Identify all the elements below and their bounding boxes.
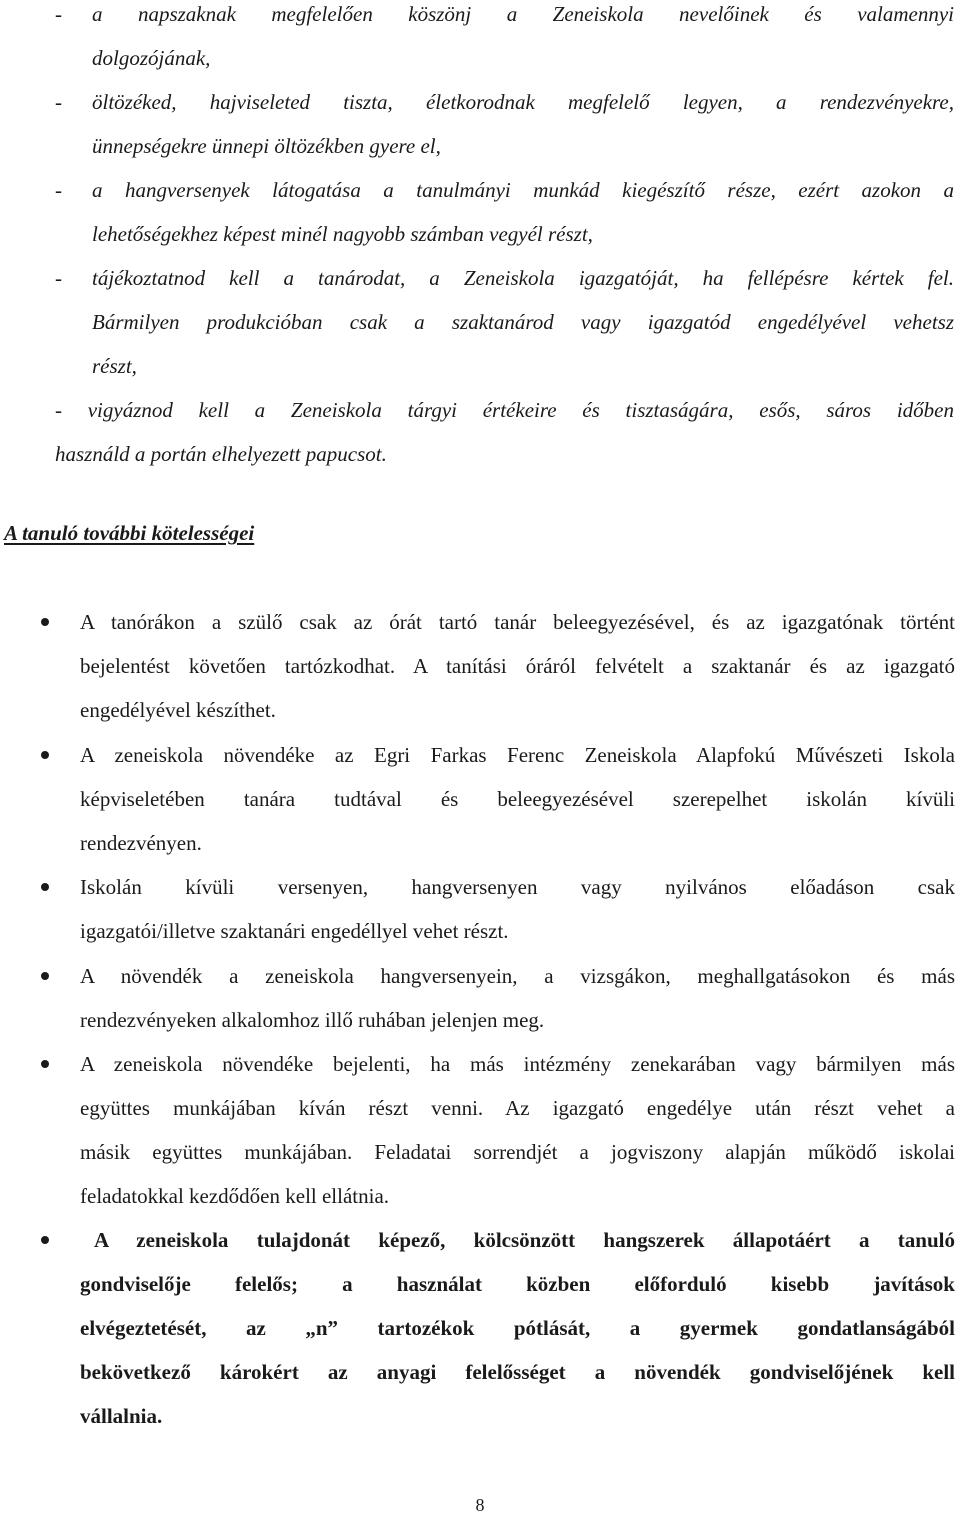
- dash-item-4-line-1: tájékoztatnod kell a tanárodat, a Zeneiskola igazgatóját, ha fellépésre kértek fel.: [92, 266, 954, 290]
- dash-item-5-line-2: használd a portán elhelyezett papucsot.: [55, 442, 387, 466]
- dash-item-4-line-2: Bármilyen produkcióban csak a szaktanárod vagy igazgatód engedélyével vehetsz: [92, 310, 954, 334]
- bullet-dot-icon: [41, 618, 49, 626]
- bullet-dot-icon: [41, 972, 49, 980]
- bullet-1-line-1: A tanórákon a szülő csak az órát tartó tanár beleegyezésével, és az igazgatónak történt: [80, 610, 955, 634]
- bullet-5-line-4: feladatokkal kezdődően kell ellátnia.: [80, 1184, 390, 1208]
- dash-item-2-line-1: öltözéked, hajviseleted tiszta, életkorodnak megfelelő legyen, a rendezvényekre,: [92, 90, 954, 114]
- bullet-1-line-3: engedélyével készíthet.: [80, 698, 276, 722]
- dash-item-1-line-2: dolgozójának,: [92, 46, 211, 70]
- bullet-5-line-3: másik együttes munkájában. Feladatai sorrendjét a jogviszony alapján működő iskolai: [80, 1140, 955, 1164]
- bullet-6-line-2: gondviselője felelős; a használat közben előforduló kisebb javítások: [80, 1272, 955, 1296]
- dash-marker: -: [55, 90, 62, 114]
- bullet-4-line-1: A növendék a zeneiskola hangversenyein, a vizsgákon, meghallgatásokon és más: [80, 964, 955, 988]
- bullet-3-line-1: Iskolán kívüli versenyen, hangversenyen vagy nyilvános előadáson csak: [80, 875, 955, 899]
- dash-item-1-line-1: a napszaknak megfelelően köszönj a Zeneiskola nevelőinek és valamennyi: [92, 2, 954, 26]
- dash-item-4-line-3: részt,: [92, 354, 137, 378]
- bullet-3-line-2: igazgatói/illetve szaktanári engedéllyel vehet részt.: [80, 919, 509, 943]
- bullet-5-line-1: A zeneiskola növendéke bejelenti, ha más intézmény zenekarában vagy bármilyen más: [80, 1052, 955, 1076]
- bullet-6-line-3: elvégeztetését, az „n” tartozékok pótlását, a gyermek gondatlanságából: [80, 1316, 955, 1340]
- dash-marker: -: [55, 178, 62, 202]
- bullet-5-line-2: együttes munkájában kíván részt venni. Az igazgató engedélye után részt vehet a: [80, 1096, 955, 1120]
- bullet-6-line-5: vállalnia.: [80, 1404, 163, 1428]
- bullet-6-line-4: bekövetkező károkért az anyagi felelősséget a növendék gondviselőjének kell: [80, 1360, 955, 1384]
- dash-marker: -: [55, 2, 62, 26]
- bullet-1-line-2: bejelentést követően tartózkodhat. A tanítási óráról felvételt a szaktanár és az igazgató: [80, 654, 955, 678]
- bullet-dot-icon: [41, 1236, 49, 1244]
- bullet-dot-icon: [41, 883, 49, 891]
- section-heading: A tanuló további kötelességei: [4, 521, 255, 545]
- bullet-6-line-1: A zeneiskola tulajdonát képező, kölcsönzött hangszerek állapotáért a tanuló: [94, 1228, 955, 1252]
- bullet-4-line-2: rendezvényeken alkalomhoz illő ruhában jelenjen meg.: [80, 1008, 545, 1032]
- dash-item-2-line-2: ünnepségekre ünnepi öltözékben gyere el,: [92, 134, 441, 158]
- bullet-2-line-2: képviseletében tanára tudtával és beleegyezésével szerepelhet iskolán kívüli: [80, 787, 955, 811]
- dash-item-3-line-2: lehetőségekhez képest minél nagyobb számban vegyél részt,: [92, 222, 593, 246]
- dash-item-5-line-1: - vigyáznod kell a Zeneiskola tárgyi értékeire és tisztaságára, esős, sáros időben: [55, 398, 954, 422]
- bullet-2-line-3: rendezvényen.: [80, 831, 202, 855]
- bullet-dot-icon: [41, 1060, 49, 1068]
- dash-item-3-line-1: a hangversenyek látogatása a tanulmányi munkád kiegészítő része, ezért azokon a: [92, 178, 954, 202]
- page-number: 8: [475, 1495, 485, 1515]
- dash-marker: -: [55, 266, 62, 290]
- bullet-dot-icon: [41, 751, 49, 759]
- bullet-2-line-1: A zeneiskola növendéke az Egri Farkas Ferenc Zeneiskola Alapfokú Művészeti Iskola: [80, 743, 955, 767]
